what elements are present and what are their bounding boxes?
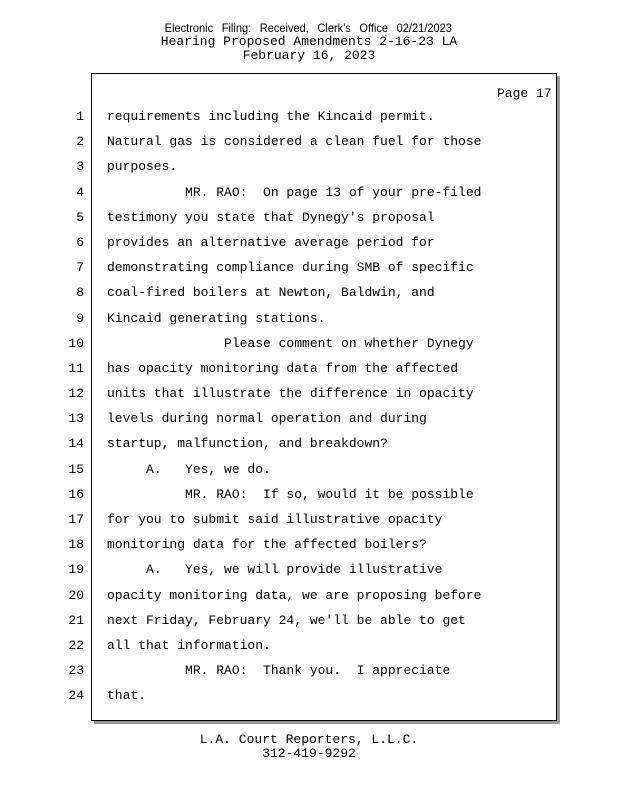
line-text: has opacity monitoring data from the affected [107, 360, 459, 376]
line-text: Natural gas is considered a clean fuel for those [107, 134, 482, 150]
page-number: Page 17 [497, 86, 552, 101]
transcript-line [0, 280, 618, 305]
line-text: provides an alternative average period for [107, 234, 435, 250]
line-text: monitoring data for the affected boilers? [107, 537, 427, 553]
transcript-line [0, 104, 618, 129]
line-number: 8 [76, 285, 84, 301]
transcript-line [0, 381, 618, 406]
transcript-line [0, 658, 618, 683]
line-text: MR. RAO: Thank you. I appreciate [107, 663, 451, 679]
line-text: MR. RAO: On page 13 of your pre-filed [107, 184, 482, 200]
header-date: February 16, 2023 [242, 48, 376, 63]
line-text: Please comment on whether Dynegy [107, 335, 474, 351]
line-text: next Friday, February 24, we'll be able to get [107, 612, 466, 628]
line-text: MR. RAO: If so, would it be possible [107, 486, 474, 502]
line-number: 7 [76, 260, 84, 276]
line-number: 12 [68, 386, 84, 402]
line-text: requirements including the Kincaid permit. [107, 109, 435, 124]
transcript-line [0, 205, 618, 230]
line-text: opacity monitoring data, we are proposing before [107, 587, 482, 603]
transcript-line [0, 129, 618, 154]
footer-phone: 312-419-9292 [262, 746, 356, 761]
transcript-line [0, 230, 618, 255]
line-text: for you to submit said illustrative opacity [107, 512, 443, 527]
transcript-line [0, 532, 618, 557]
line-text: startup, malfunction, and breakdown? [107, 436, 388, 452]
line-number: 16 [68, 486, 84, 502]
transcript-line [0, 431, 618, 456]
line-number: 24 [68, 688, 84, 704]
footer-company: L.A. Court Reporters, L.L.C. [199, 732, 419, 747]
line-number: 4 [76, 184, 84, 200]
line-text: levels during normal operation and during [107, 411, 427, 427]
line-number: 20 [68, 587, 84, 603]
transcript-line [0, 306, 618, 331]
line-number: 13 [68, 411, 84, 427]
line-number: 2 [76, 134, 84, 150]
transcript-line [0, 406, 618, 431]
line-number: 18 [68, 537, 84, 553]
line-number: 11 [68, 360, 84, 376]
line-number: 23 [68, 663, 84, 679]
line-text: A. Yes, we do. [107, 461, 271, 477]
transcript-line [0, 633, 618, 658]
transcript-lines [0, 104, 618, 709]
line-number: 22 [68, 637, 84, 653]
line-text: demonstrating compliance during SMB of specific [107, 260, 474, 276]
line-text: Kincaid generating stations. [107, 310, 326, 326]
line-number: 9 [76, 310, 84, 326]
line-text: purposes. [107, 159, 178, 175]
filing-stamp: Electronic Filing: Received, Clerk's Office 02/21/2023 [164, 21, 452, 35]
transcript-line [0, 255, 618, 280]
line-number: 15 [68, 461, 84, 477]
transcript-line [0, 482, 618, 507]
line-number: 19 [68, 562, 84, 578]
line-text: all that information. [107, 637, 271, 653]
transcript-footer [0, 733, 618, 761]
line-number: 10 [68, 335, 84, 351]
line-text: testimony you state that Dynegy's proposal [107, 209, 435, 225]
line-text: that. [107, 688, 147, 704]
transcript-line [0, 557, 618, 582]
transcript-line [0, 356, 618, 381]
transcript-line [0, 457, 618, 482]
transcript-line [0, 608, 618, 633]
transcript-line [0, 180, 618, 205]
transcript-line [0, 154, 618, 179]
line-number: 1 [76, 109, 84, 124]
line-number: 5 [76, 209, 84, 225]
line-number: 14 [68, 436, 84, 452]
transcript-line [0, 331, 618, 356]
transcript-line [0, 507, 618, 532]
header-title: Hearing Proposed Amendments 2-16-23 LA [160, 34, 458, 49]
transcript-header [0, 35, 618, 63]
transcript-line [0, 583, 618, 608]
line-text: A. Yes, we will provide illustrative [107, 562, 443, 578]
line-text: units that illustrate the difference in opacity [107, 386, 474, 402]
line-number: 6 [76, 234, 84, 250]
transcript-line [0, 683, 618, 708]
line-number: 21 [68, 612, 84, 628]
line-text: coal-fired boilers at Newton, Baldwin, and [107, 285, 435, 301]
line-number: 17 [68, 512, 84, 527]
line-number: 3 [76, 159, 84, 175]
